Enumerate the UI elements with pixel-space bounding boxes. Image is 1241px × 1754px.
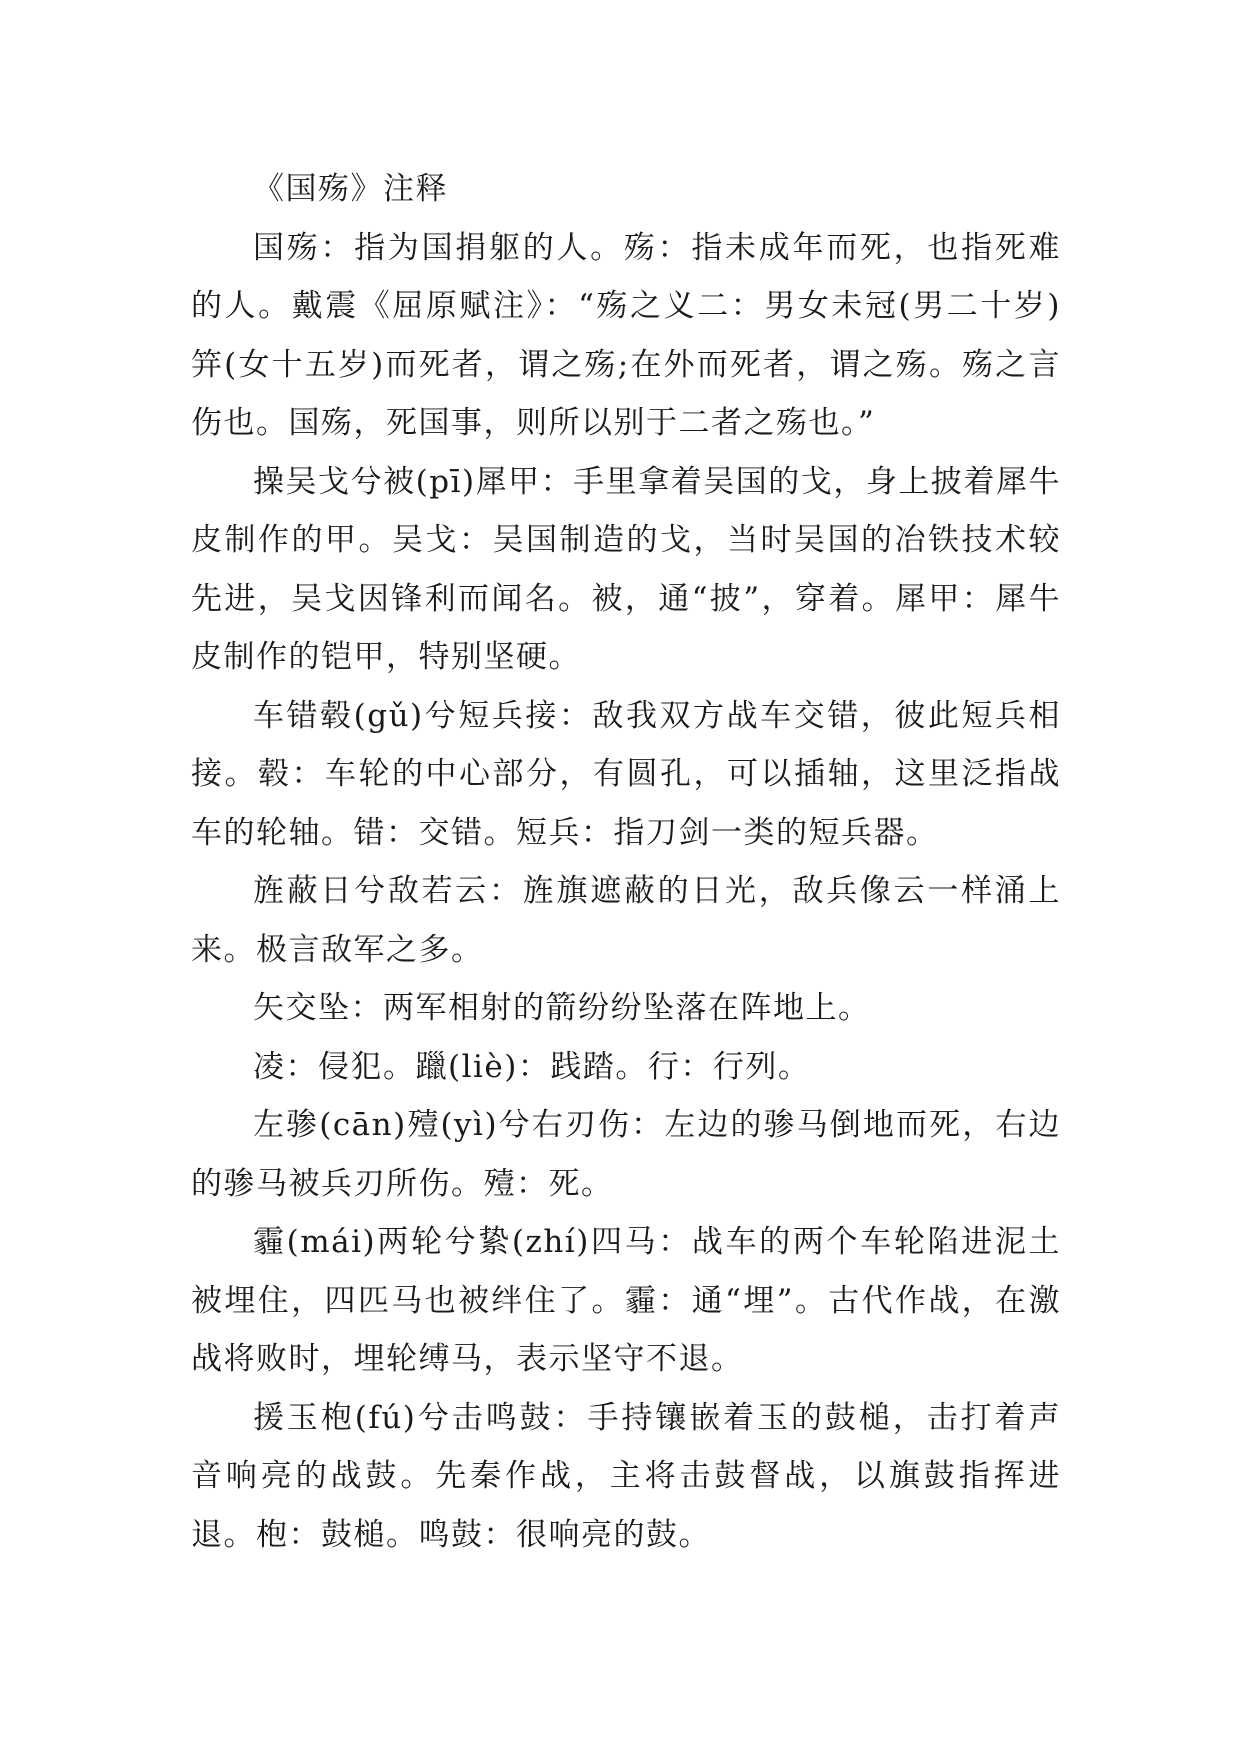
paragraph-jing-bi-ri: 旌蔽日兮敌若云：旌旗遮蔽的日光，敌兵像云一样涌上来。极言敌军之多。	[191, 873, 1061, 968]
paragraph-ling-lie: 凌：侵犯。躐(liè)：践踏。行：行列。	[253, 1048, 811, 1085]
paragraph-yuan-yu-fu: 援玉枹(fú)兮击鸣鼓：手持镶嵌着玉的鼓槌，击打着声音响亮的战鼓。先秦作战，主将击鼓督战，以旗鼓指挥进退。枹：鼓槌。鸣鼓：很响亮的鼓。	[191, 1399, 1061, 1553]
document-title: 《国殇》注释	[253, 171, 448, 207]
paragraph-che-cuo-gu: 车错毂(gǔ)兮短兵接：敌我双方战车交错，彼此短兵相接。毂：车轮的中心部分，有圆孔，可以插轴，这里泛指战车的轮轴。错：交错。短兵：指刀剑一类的短兵器。	[191, 697, 1061, 851]
document-page	[191, 160, 1061, 1564]
paragraph-zuo-can: 左骖(cān)殪(yì)兮右刃伤：左边的骖马倒地而死，右边的骖马被兵刃所伤。殪：死。	[191, 1107, 1061, 1202]
paragraph-mai-liang-lun: 霾(mái)两轮兮絷(zhí)四马：战车的两个车轮陷进泥土被埋住，四匹马也被绊住了。霾：通“埋”。古代作战，在激战将败时，埋轮缚马，表示坚守不退。	[191, 1224, 1061, 1377]
paragraph-guoshang: 国殇：指为国捐躯的人。殇：指未成年而死，也指死难的人。戴震《屈原赋注》：“殇之义二：男女未冠(男二十岁)笄(女十五岁)而死者，谓之殇;在外而死者，谓之殇。殇之言伤也。国殇，死国事，则所以别于二者之殇也。”	[191, 229, 1061, 441]
paragraph-cao-wuge: 操吴戈兮被(pī)犀甲：手里拿着吴国的戈，身上披着犀牛皮制作的甲。吴戈：吴国制造的戈，当时吴国的冶铁技术较先进，吴戈因锋利而闻名。被，通“披”，穿着。犀甲：犀牛皮制作的铠甲，特别坚硬。	[191, 463, 1061, 675]
paragraph-shi-jiao-zhui: 矢交坠：两军相射的箭纷纷坠落在阵地上。	[253, 990, 871, 1026]
